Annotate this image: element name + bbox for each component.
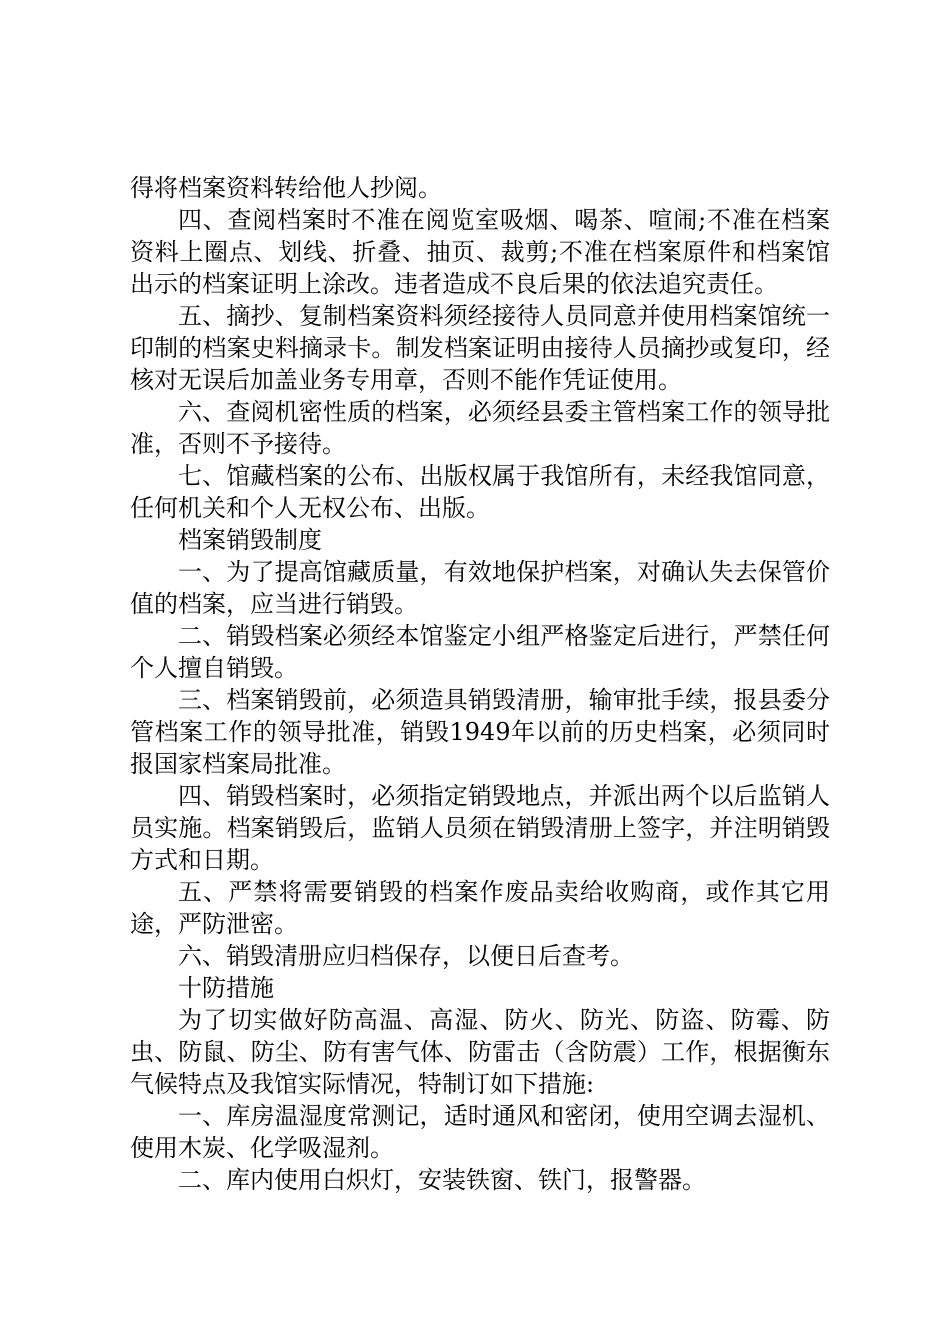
- section-heading-ten-protections: 十防措施: [178, 974, 274, 1002]
- paragraph-reading-rule-4: 四、查阅档案时不准在阅览室吸烟、喝茶、喧闹;不准在档案资料上圈点、划线、折叠、抽页、裁剪;不准在档案原件和档案馆出示的档案证明上涂改。违者造成不良后果的依法追究责任。: [130, 206, 830, 298]
- document-page: [130, 172, 830, 1196]
- paragraph-reading-rule-7: 七、馆藏档案的公布、出版权属于我馆所有，未经我馆同意，任何机关和个人无权公布、出版。: [130, 462, 830, 522]
- paragraph-destruction-rule-5: 五、严禁将需要销毁的档案作废品卖给收购商，或作其它用途，严防泄密。: [130, 878, 830, 938]
- paragraph-protection-measure-1: 一、库房温湿度常测记，适时通风和密闭，使用空调去湿机、使用木炭、化学吸湿剂。: [130, 1102, 830, 1162]
- paragraph-destruction-rule-6: 六、销毁清册应归档保存，以便日后查考。: [178, 942, 634, 970]
- paragraph-protection-intro: 为了切实做好防高温、高湿、防火、防光、防盗、防霉、防虫、防鼠、防尘、防有害气体、防雷击（含防震）工作，根据衡东气候特点及我馆实际情况，特制订如下措施:: [130, 1006, 830, 1098]
- paragraph-destruction-rule-1: 一、为了提高馆藏质量，有效地保护档案，对确认失去保管价值的档案，应当进行销毁。: [130, 558, 830, 618]
- paragraph-continuation: 得将档案资料转给他人抄阅。: [130, 174, 442, 202]
- paragraph-destruction-rule-4: 四、销毁档案时，必须指定销毁地点，并派出两个以后监销人员实施。档案销毁后，监销人员须在销毁清册上签字，并注明销毁方式和日期。: [130, 782, 830, 874]
- paragraph-protection-measure-2: 二、库内使用白炽灯，安装铁窗、铁门，报警器。: [178, 1166, 706, 1194]
- paragraph-destruction-rule-3: 三、档案销毁前，必须造具销毁清册，输审批手续，报县委分管档案工作的领导批准，销毁1949年以前的历史档案，必须同时报国家档案局批准。: [130, 686, 830, 778]
- paragraph-reading-rule-6: 六、查阅机密性质的档案，必须经县委主管档案工作的领导批准，否则不予接待。: [130, 398, 830, 458]
- paragraph-destruction-rule-2: 二、销毁档案必须经本馆鉴定小组严格鉴定后进行，严禁任何个人擅自销毁。: [130, 622, 830, 682]
- paragraph-reading-rule-5: 五、摘抄、复制档案资料须经接待人员同意并使用档案馆统一印制的档案史料摘录卡。制发档案证明由接待人员摘抄或复印，经核对无误后加盖业务专用章，否则不能作凭证使用。: [130, 302, 830, 394]
- section-heading-destruction: 档案销毁制度: [178, 526, 322, 554]
